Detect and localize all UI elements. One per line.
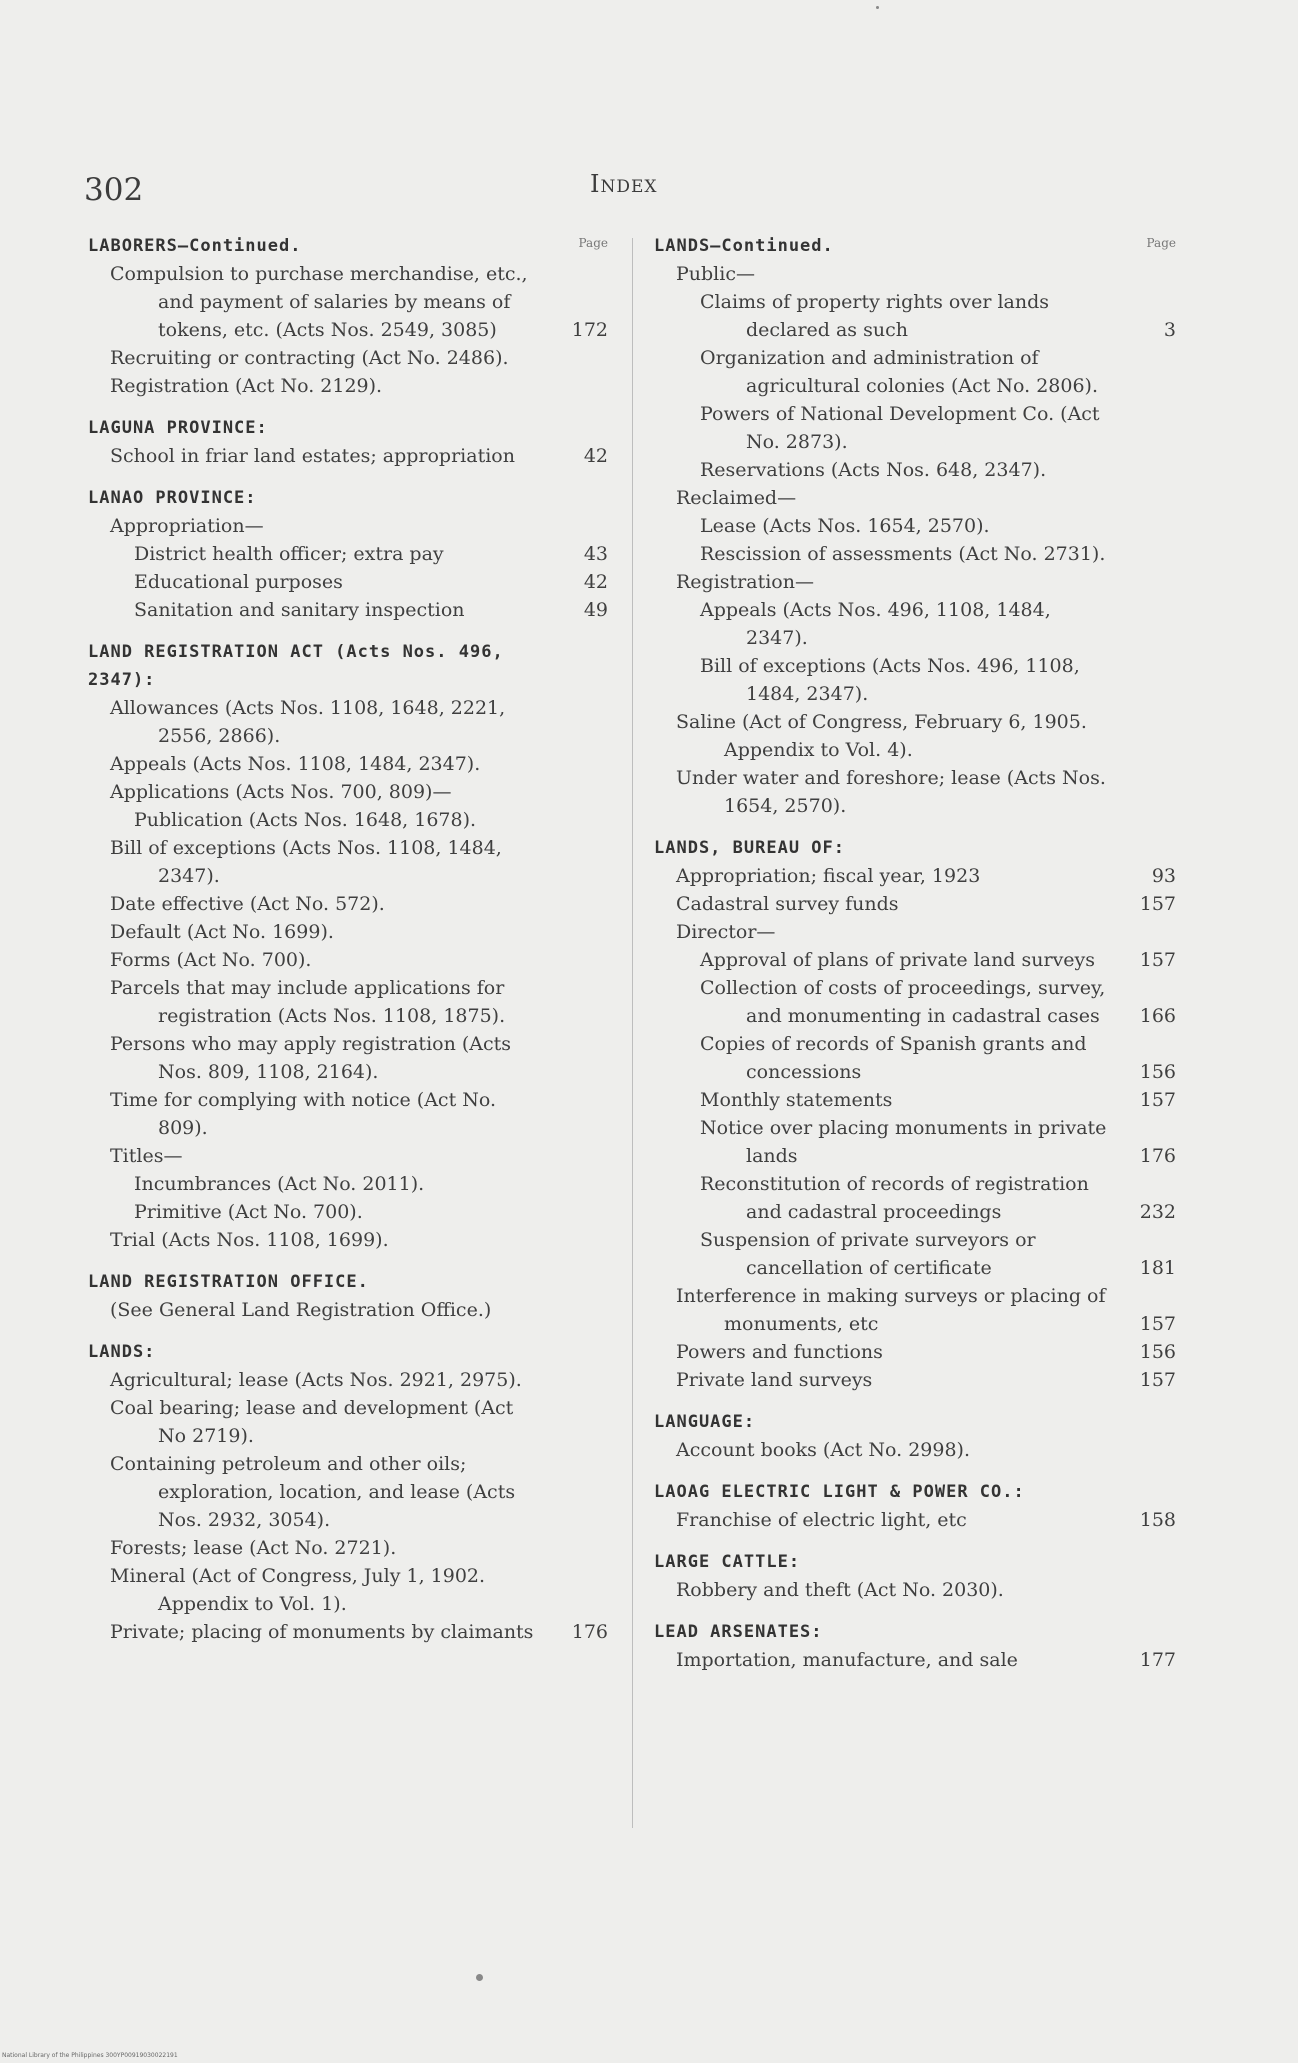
entry-text: LEAD ARSENATES: [654, 1622, 823, 1642]
entry-page-number: 157 [1139, 1089, 1176, 1111]
entry-page-number: 3 [1163, 319, 1176, 341]
index-entry [654, 344, 1176, 400]
entry-text: Suspension of private surveyors or cancellation of certificate [700, 1229, 1036, 1279]
column-divider [632, 238, 633, 1828]
running-title: Index [590, 170, 658, 198]
index-entry [654, 596, 1176, 652]
index-entry [654, 1506, 1176, 1534]
index-entry [88, 806, 608, 834]
entry-text: Reconstitution of records of registration and cadastral proceedings [700, 1173, 1089, 1223]
entry-page-number: 42 [583, 445, 608, 467]
entry-text: Appeals (Acts Nos. 496, 1108, 1484, 2347). [700, 599, 1051, 649]
right-entries [654, 232, 1176, 1674]
entry-page-number: 172 [571, 319, 608, 341]
entry-text: LANDS: [88, 1342, 156, 1362]
entry-text: Containing petroleum and other oils; exploration, location, and lease (Acts Nos. 2932, 3054). [110, 1453, 516, 1531]
index-heading [88, 638, 608, 694]
index-entry [654, 400, 1176, 456]
index-entry [88, 778, 608, 806]
index-entry [88, 1198, 608, 1226]
entry-text: LANAO PROVINCE: [88, 488, 257, 508]
entry-text: Robbery and theft (Act No. 2030). [676, 1579, 1004, 1601]
index-entry [654, 568, 1176, 596]
entry-text: Reclaimed— [676, 487, 797, 509]
entry-page-number: 158 [1139, 1509, 1176, 1531]
index-entry [654, 484, 1176, 512]
entry-text: Reservations (Acts Nos. 648, 2347). [700, 459, 1047, 481]
index-heading [88, 414, 608, 442]
index-entry [88, 512, 608, 540]
entry-text: Educational purposes [134, 571, 343, 593]
index-entry [654, 974, 1176, 1030]
index-entry [88, 834, 608, 890]
index-entry [88, 442, 608, 470]
index-entry [88, 918, 608, 946]
entry-text: Allowances (Acts Nos. 1108, 1648, 2221, 2556, 2866). [110, 697, 506, 747]
entry-text: Private; placing of monuments by claimants [110, 1621, 534, 1643]
index-entry [88, 540, 608, 568]
entry-text: Powers of National Development Co. (Act No. 2873). [700, 403, 1100, 453]
index-entry [88, 568, 608, 596]
entry-page-number: 156 [1139, 1061, 1176, 1083]
entry-page-number: 93 [1151, 865, 1176, 887]
entry-text: LABORERS—Continued. [88, 236, 302, 256]
index-entry [654, 260, 1176, 288]
entry-text: Titles— [110, 1145, 183, 1167]
index-entry [88, 1394, 608, 1450]
index-entry [654, 1366, 1176, 1394]
index-entry [88, 1534, 608, 1562]
entry-text: Bill of exceptions (Acts Nos. 496, 1108, 1484, 2347). [700, 655, 1080, 705]
entry-text: Publication (Acts Nos. 1648, 1678). [134, 809, 477, 831]
index-entry [88, 694, 608, 750]
index-entry [88, 1450, 608, 1534]
index-heading [88, 1268, 608, 1296]
index-entry [654, 540, 1176, 568]
entry-text: LAGUNA PROVINCE: [88, 418, 268, 438]
entry-text: Lease (Acts Nos. 1654, 2570). [700, 515, 990, 537]
entry-text: Primitive (Act No. 700). [134, 1201, 363, 1223]
entry-text: Franchise of electric light, etc [676, 1509, 967, 1531]
index-entry [654, 1226, 1176, 1282]
ink-speck [876, 6, 879, 9]
scan-footer: National Library of the Philippines 300YP00919030022191 [2, 2052, 178, 2059]
entry-text: Parcels that may include applications for registration (Acts Nos. 1108, 1875). [110, 977, 506, 1027]
entry-text: Forests; lease (Act No. 2721). [110, 1537, 397, 1559]
entry-text: Incumbrances (Act No. 2011). [134, 1173, 425, 1195]
entry-text: Saline (Act of Congress, February 6, 1905. Appendix to Vol. 4). [676, 711, 1087, 761]
index-heading [654, 1478, 1176, 1506]
index-entry [88, 1226, 608, 1254]
entry-text: Cadastral survey funds [676, 893, 899, 915]
entry-text: Private land surveys [676, 1369, 873, 1391]
index-entry [654, 890, 1176, 918]
index-entry [88, 946, 608, 974]
index-heading [88, 1338, 608, 1366]
index-column-left [88, 232, 608, 1646]
entry-text: Appropriation; fiscal year, 1923 [676, 865, 981, 887]
entry-text: Copies of records of Spanish grants and concessions [700, 1033, 1087, 1083]
index-entry [654, 1576, 1176, 1604]
index-entry [88, 1618, 608, 1646]
entry-text: Interference in making surveys or placing of monuments, etc [676, 1285, 1106, 1335]
entry-text: Approval of plans of private land surveys [700, 949, 1096, 971]
entry-text: Trial (Acts Nos. 1108, 1699). [110, 1229, 389, 1251]
page-number: 302 [84, 172, 144, 208]
entry-text: LANGUAGE: [654, 1412, 756, 1432]
entry-text: Organization and administration of agricultural colonies (Act No. 2806). [700, 347, 1099, 397]
index-entry [654, 764, 1176, 820]
index-heading [88, 232, 608, 260]
index-entry [654, 1646, 1176, 1674]
entry-text: Time for complying with notice (Act No. 809). [110, 1089, 497, 1139]
entry-text: Registration— [676, 571, 814, 593]
entry-page-number: 49 [583, 599, 608, 621]
index-entry [654, 1436, 1176, 1464]
index-entry [654, 1030, 1176, 1086]
index-heading [654, 1618, 1176, 1646]
entry-text: Applications (Acts Nos. 700, 809)— [110, 781, 452, 803]
index-entry [654, 862, 1176, 890]
index-entry [88, 344, 608, 372]
entry-page-number: 157 [1139, 1313, 1176, 1335]
index-entry [654, 708, 1176, 764]
index-heading [654, 1408, 1176, 1436]
entry-page-number: 232 [1139, 1201, 1176, 1223]
entry-text: LARGE CATTLE: [654, 1552, 801, 1572]
entry-page-number: 157 [1139, 893, 1176, 915]
page-column-label: Page [578, 236, 608, 250]
index-heading [654, 1548, 1176, 1576]
left-entries [88, 232, 608, 1646]
index-entry [88, 260, 608, 344]
index-entry [654, 512, 1176, 540]
entry-text: Monthly statements [700, 1089, 893, 1111]
index-entry [654, 1114, 1176, 1170]
index-heading [654, 232, 1176, 260]
ink-speck [476, 1974, 483, 1981]
entry-text: Agricultural; lease (Acts Nos. 2921, 2975). [110, 1369, 522, 1391]
entry-page-number: 176 [1139, 1145, 1176, 1167]
index-entry [88, 890, 608, 918]
index-entry [654, 1282, 1176, 1338]
index-entry [88, 974, 608, 1030]
entry-text: Registration (Act No. 2129). [110, 375, 383, 397]
entry-text: Recruiting or contracting (Act No. 2486). [110, 347, 509, 369]
entry-text: Importation, manufacture, and sale [676, 1649, 1018, 1671]
entry-page-number: 156 [1139, 1341, 1176, 1363]
entry-text: (See General Land Registration Office.) [110, 1299, 492, 1321]
page-column-label: Page [1146, 236, 1176, 250]
index-entry [88, 596, 608, 624]
entry-text: LAOAG ELECTRIC LIGHT & POWER CO.: [654, 1482, 1025, 1502]
entry-text: Compulsion to purchase merchandise, etc., and payment of salaries by means of tokens, etc. (Acts Nos. 2549, 3085) [110, 263, 528, 341]
index-entry [654, 456, 1176, 484]
entry-page-number: 42 [583, 571, 608, 593]
entry-text: LAND REGISTRATION ACT (Acts Nos. 496, 2347): [88, 642, 504, 690]
entry-text: Appeals (Acts Nos. 1108, 1484, 2347). [110, 753, 481, 775]
entry-text: LAND REGISTRATION OFFICE. [88, 1272, 369, 1292]
index-heading [654, 834, 1176, 862]
entry-text: Forms (Act No. 700). [110, 949, 312, 971]
index-entry [88, 750, 608, 778]
index-entry [88, 1170, 608, 1198]
index-entry [654, 652, 1176, 708]
index-entry [654, 918, 1176, 946]
entry-text: Mineral (Act of Congress, July 1, 1902. Appendix to Vol. 1). [110, 1565, 486, 1615]
entry-text: Collection of costs of proceedings, survey, and monumenting in cadastral cases [700, 977, 1106, 1027]
entry-text: District health officer; extra pay [134, 543, 444, 565]
index-entry [88, 1296, 608, 1324]
index-entry [88, 1366, 608, 1394]
entry-text: Account books (Act No. 2998). [676, 1439, 970, 1461]
entry-text: Rescission of assessments (Act No. 2731). [700, 543, 1106, 565]
entry-text: Under water and foreshore; lease (Acts Nos. 1654, 2570). [676, 767, 1106, 817]
index-entry [654, 1086, 1176, 1114]
entry-page-number: 166 [1139, 1005, 1176, 1027]
index-entry [654, 288, 1176, 344]
entry-text: Appropriation— [110, 515, 264, 537]
entry-text: LANDS, BUREAU OF: [654, 838, 845, 858]
index-column-right [654, 232, 1176, 1674]
entry-page-number: 157 [1139, 949, 1176, 971]
entry-text: LANDS—Continued. [654, 236, 834, 256]
index-entry [654, 946, 1176, 974]
entry-text: Public— [676, 263, 755, 285]
entry-text: Default (Act No. 1699). [110, 921, 334, 943]
entry-text: Claims of property rights over lands declared as such [700, 291, 1049, 341]
index-entry [654, 1338, 1176, 1366]
index-entry [88, 1562, 608, 1618]
entry-text: Notice over placing monuments in private lands [700, 1117, 1107, 1167]
index-entry [88, 1142, 608, 1170]
index-heading [88, 484, 608, 512]
entry-page-number: 157 [1139, 1369, 1176, 1391]
entry-text: Date effective (Act No. 572). [110, 893, 385, 915]
index-entry [88, 1086, 608, 1142]
entry-text: Persons who may apply registration (Acts Nos. 809, 1108, 2164). [110, 1033, 512, 1083]
entry-page-number: 177 [1139, 1649, 1176, 1671]
entry-text: Powers and functions [676, 1341, 883, 1363]
entry-page-number: 176 [571, 1621, 608, 1643]
entry-page-number: 181 [1139, 1257, 1176, 1279]
entry-text: Director— [676, 921, 776, 943]
entry-text: School in friar land estates; appropriation [110, 445, 515, 467]
index-entry [88, 1030, 608, 1086]
entry-text: Bill of exceptions (Acts Nos. 1108, 1484, 2347). [110, 837, 502, 887]
entry-text: Sanitation and sanitary inspection [134, 599, 465, 621]
entry-page-number: 43 [583, 543, 608, 565]
entry-text: Coal bearing; lease and development (Act No 2719). [110, 1397, 514, 1447]
index-entry [654, 1170, 1176, 1226]
index-entry [88, 372, 608, 400]
